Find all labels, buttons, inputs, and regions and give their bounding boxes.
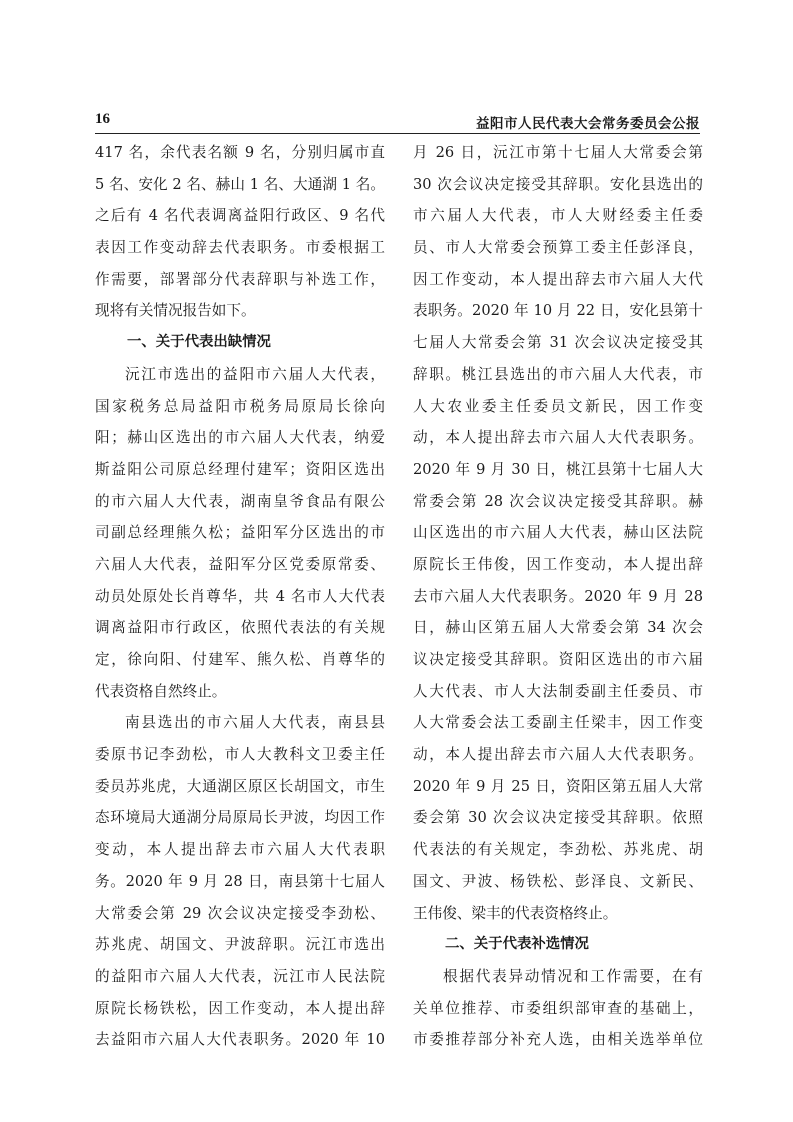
text-line: 去益阳市六届人大代表职务。2020 年 10 (95, 1031, 385, 1049)
text-line: 人大常委会法工委副主任梁丰，因工作变 (413, 714, 703, 732)
text-line: 2020 年 9 月 25 日，资阳区第五届人大常 (413, 777, 703, 795)
text-line: 议决定接受其辞职。资阳区选出的市六届 (413, 651, 703, 668)
text-line: 斯益阳公司原总经理付建军；资阳区选出 (95, 460, 385, 478)
text-line: 原院长王伟俊，因工作变动，本人提出辞 (413, 555, 703, 573)
text-line: 因工作变动，本人提出辞去市六届人大代 (413, 270, 703, 288)
text-line: 六届人大代表，益阳军分区党委原常委、 (95, 555, 385, 573)
text-line: 代表法的有关规定，李劲松、苏兆虎、胡 (413, 841, 703, 859)
text-line: 表因工作变动辞去代表职务。市委根据工 (95, 239, 385, 257)
text-line: 动，本人提出辞去市六届人大代表职务。 (413, 746, 703, 764)
left-column (95, 137, 385, 1056)
text-line: 委会第 30 次会议决定接受其辞职。依照 (413, 809, 703, 827)
text-line: 定，徐向阳、付建军、熊久松、肖尊华的 (95, 651, 385, 668)
text-line: 2020 年 9 月 30 日，桃江县第十七届人大 (413, 460, 703, 478)
text-line: 原院长杨铁松，因工作变动，本人提出辞 (95, 999, 385, 1017)
text-line: 变动，本人提出辞去市六届人大代表职 (95, 841, 385, 859)
text-line: 作需要，部署部分代表辞职与补选工作， (95, 270, 385, 288)
text-line: 七届人大常委会第 31 次会议决定接受其 (413, 334, 703, 352)
text-line: 关单位推荐、市委组织部审查的基础上， (413, 999, 703, 1017)
text-line: 现将有关情况报告如下。 (95, 302, 256, 320)
text-line: 人大代表、市人大法制委副主任委员、市 (413, 682, 703, 700)
text-line: 态环境局大通湖分局原局长尹波，均因工作 (95, 809, 385, 827)
text-line: 大常委会第 29 次会议决定接受李劲松、 (95, 904, 385, 922)
text-line: 苏兆虎、胡国文、尹波辞职。沅江市选出 (95, 936, 385, 954)
text-line: 月 26 日，沅江市第十七届人大常委会第 (413, 144, 703, 161)
journal-title: 益阳市人民代表大会常务委员会公报 (476, 116, 700, 132)
text-line: 国家税务总局益阳市税务局原局长徐向 (95, 397, 385, 415)
text-line: 的市六届人大代表，湖南皇爷食品有限公 (95, 492, 385, 510)
section-heading: 二、关于代表补选情况 (445, 936, 589, 953)
page-number: 16 (95, 111, 110, 127)
text-line: 南县选出的市六届人大代表，南县县 (125, 714, 385, 732)
text-line: 山区选出的市六届人大代表，赫山区法院 (413, 524, 703, 542)
text-line: 司副总经理熊久松；益阳军分区选出的市 (95, 524, 385, 542)
text-line: 王伟俊、梁丰的代表资格终止。 (413, 904, 618, 922)
text-line: 根据代表异动情况和工作需要，在有 (443, 967, 703, 985)
text-line: 员、市人大常委会预算工委主任彭泽良， (413, 239, 703, 257)
text-line: 务。2020 年 9 月 28 日，南县第十七届人 (95, 872, 385, 890)
text-line: 常委会第 28 次会议决定接受其辞职。赫 (413, 492, 703, 510)
text-line: 30 次会议决定接受其辞职。安化县选出的 (413, 175, 703, 193)
text-line: 沅江市选出的益阳市六届人大代表， (125, 365, 385, 383)
text-line: 表职务。2020 年 10 月 22 日，安化县第十 (413, 302, 703, 320)
text-line: 辞职。桃江县选出的市六届人大代表，市 (413, 365, 703, 383)
text-line: 委原书记李劲松，市人大教科文卫委主任 (95, 746, 385, 764)
text-line: 5 名、安化 2 名、赫山 1 名、大通湖 1 名。 (95, 175, 385, 193)
text-line: 市六届人大代表，市人大财经委主任委 (413, 207, 703, 225)
section-heading: 一、关于代表出缺情况 (127, 334, 271, 351)
text-line: 动员处原处长肖尊华，共 4 名市人大代表 (95, 587, 385, 605)
text-line: 国文、尹波、杨铁松、彭泽良、文新民、 (413, 872, 703, 890)
text-line: 人大农业委主任委员文新民，因工作变 (413, 397, 703, 415)
text-line: 代表资格自然终止。 (95, 682, 227, 700)
text-line: 之后有 4 名代表调离益阳行政区、9 名代 (95, 207, 385, 225)
text-line: 日，赫山区第五届人大常委会第 34 次会 (413, 619, 703, 637)
text-line: 阳；赫山区选出的市六届人大代表，纳爱 (95, 429, 385, 447)
text-line: 市委推荐部分补充人选，由相关选举单位 (413, 1031, 703, 1049)
text-line: 的益阳市六届人大代表，沅江市人民法院 (95, 967, 385, 985)
right-column (413, 137, 703, 1056)
text-line: 委员苏兆虎，大通湖区原区长胡国文，市生 (95, 777, 385, 795)
text-line: 417 名，余代表名额 9 名，分别归属市直 (95, 144, 385, 161)
text-line: 动，本人提出辞去市六届人大代表职务。 (413, 429, 703, 447)
text-line: 调离益阳市行政区，依照代表法的有关规 (95, 619, 385, 637)
page-header (95, 111, 700, 134)
text-line: 去市六届人大代表职务。2020 年 9 月 28 (413, 587, 703, 605)
